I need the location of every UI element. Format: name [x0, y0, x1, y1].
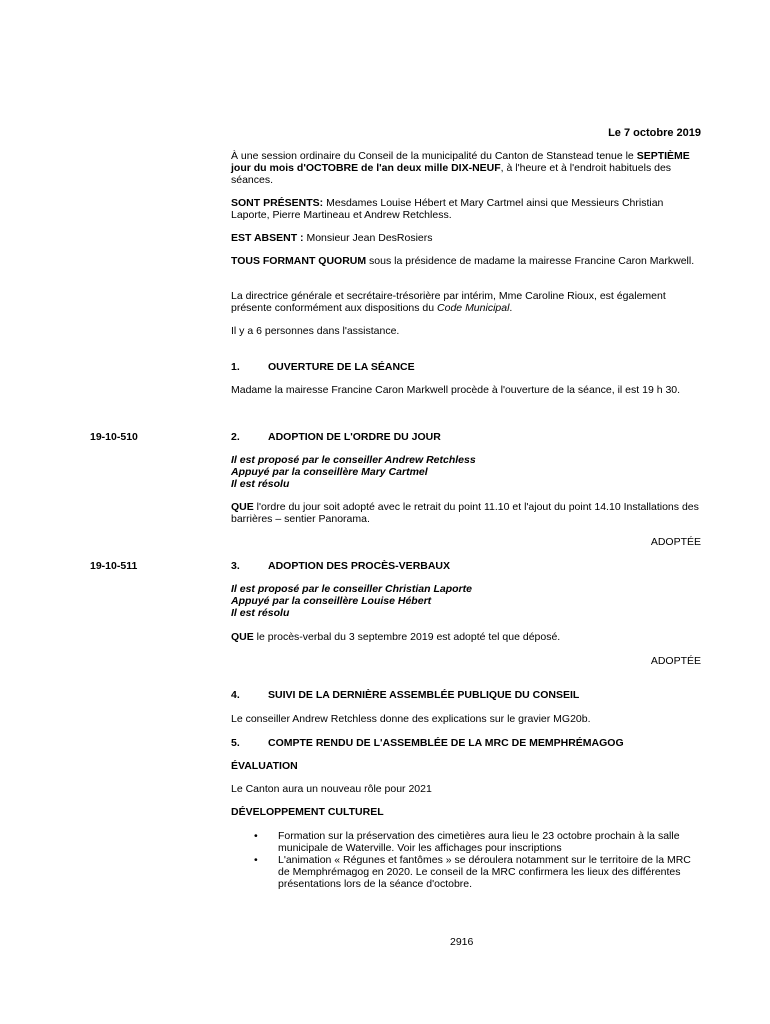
- section-3-adopted: ADOPTÉE: [650, 655, 701, 667]
- intro-paragraph: À une session ordinaire du Conseil de la municipalité du Canton de Stanstead tenue le SEPTIÈME jour du mois d'OCTOBRE de l'an deux mille DIX-NEUF, à l'heure et à l'endroit habituels des séances.: [231, 150, 690, 186]
- absent-paragraph: EST ABSENT : Monsieur Jean DesRosiers: [231, 232, 433, 244]
- resolution-number-510: 19-10-510: [90, 431, 138, 443]
- section-4-text: Le conseiller Andrew Retchless donne des explications sur le gravier MG20b.: [231, 713, 591, 725]
- page-number: 2916: [450, 936, 474, 948]
- cultural-development-subheading: DÉVELOPPEMENT CULTUREL: [231, 806, 384, 818]
- list-item: • L'animation « Régunes et fantômes » se déroulera notamment sur le territoire de la MRC de Memphrémagog en 2020. Le conseil de la MRC confirmera les lieux des différentes présentations lors de la séance d'octobre.: [231, 854, 701, 890]
- section-1-text: Madame la mairesse Francine Caron Markwell procède à l'ouverture de la séance, il est 19 h 30.: [231, 384, 681, 396]
- section-1-heading: 1. OUVERTURE DE LA SÉANCE: [231, 361, 415, 373]
- section-2-motion: Il est proposé par le conseiller Andrew Retchless Appuyé par la conseillère Mary Cartmel Il est résolu: [231, 454, 476, 490]
- evaluation-text: Le Canton aura un nouveau rôle pour 2021: [231, 783, 432, 795]
- presents-paragraph: SONT PRÉSENTS: Mesdames Louise Hébert et Mary Cartmel ainsi que Messieurs Christian Laporte, Pierre Martineau et Andrew Retchless.: [231, 197, 664, 221]
- section-3-resolution-text: QUE le procès-verbal du 3 septembre 2019 est adopté tel que déposé.: [231, 631, 561, 643]
- cultural-bullet-list: [231, 830, 701, 890]
- meeting-date: Le 7 octobre 2019: [608, 127, 701, 139]
- section-2-adopted: ADOPTÉE: [650, 536, 701, 548]
- assistance-paragraph: Il y a 6 personnes dans l'assistance.: [231, 325, 400, 337]
- director-paragraph: La directrice générale et secrétaire-trésorière par intérim, Mme Caroline Rioux, est également présente conformément aux dispositions du Code Municipal.: [231, 290, 666, 314]
- section-4-heading: 4. SUIVI DE LA DERNIÈRE ASSEMBLÉE PUBLIQUE DU CONSEIL: [231, 689, 580, 701]
- quorum-paragraph: TOUS FORMANT QUORUM sous la présidence de madame la mairesse Francine Caron Markwell.: [231, 255, 695, 267]
- evaluation-subheading: ÉVALUATION: [231, 760, 298, 772]
- section-3-motion: Il est proposé par le conseiller Christian Laporte Appuyé par la conseillère Louise Hébert Il est résolu: [231, 583, 472, 619]
- section-3-heading: 3. ADOPTION DES PROCÈS-VERBAUX: [231, 560, 451, 572]
- section-2-heading: 2. ADOPTION DE L'ORDRE DU JOUR: [231, 431, 441, 443]
- section-5-heading: 5. COMPTE RENDU DE L'ASSEMBLÉE DE LA MRC DE MEMPHRÉMAGOG: [231, 737, 624, 749]
- list-item: • Formation sur la préservation des cimetières aura lieu le 23 octobre prochain à la salle municipale de Waterville. Voir les affichages pour inscriptions: [231, 830, 701, 854]
- section-2-resolution-text: QUE l'ordre du jour soit adopté avec le retrait du point 11.10 et l'ajout du point 14.10 Installations des barrières – sentier Panorama.: [231, 501, 699, 525]
- resolution-number-511: 19-10-511: [90, 560, 138, 572]
